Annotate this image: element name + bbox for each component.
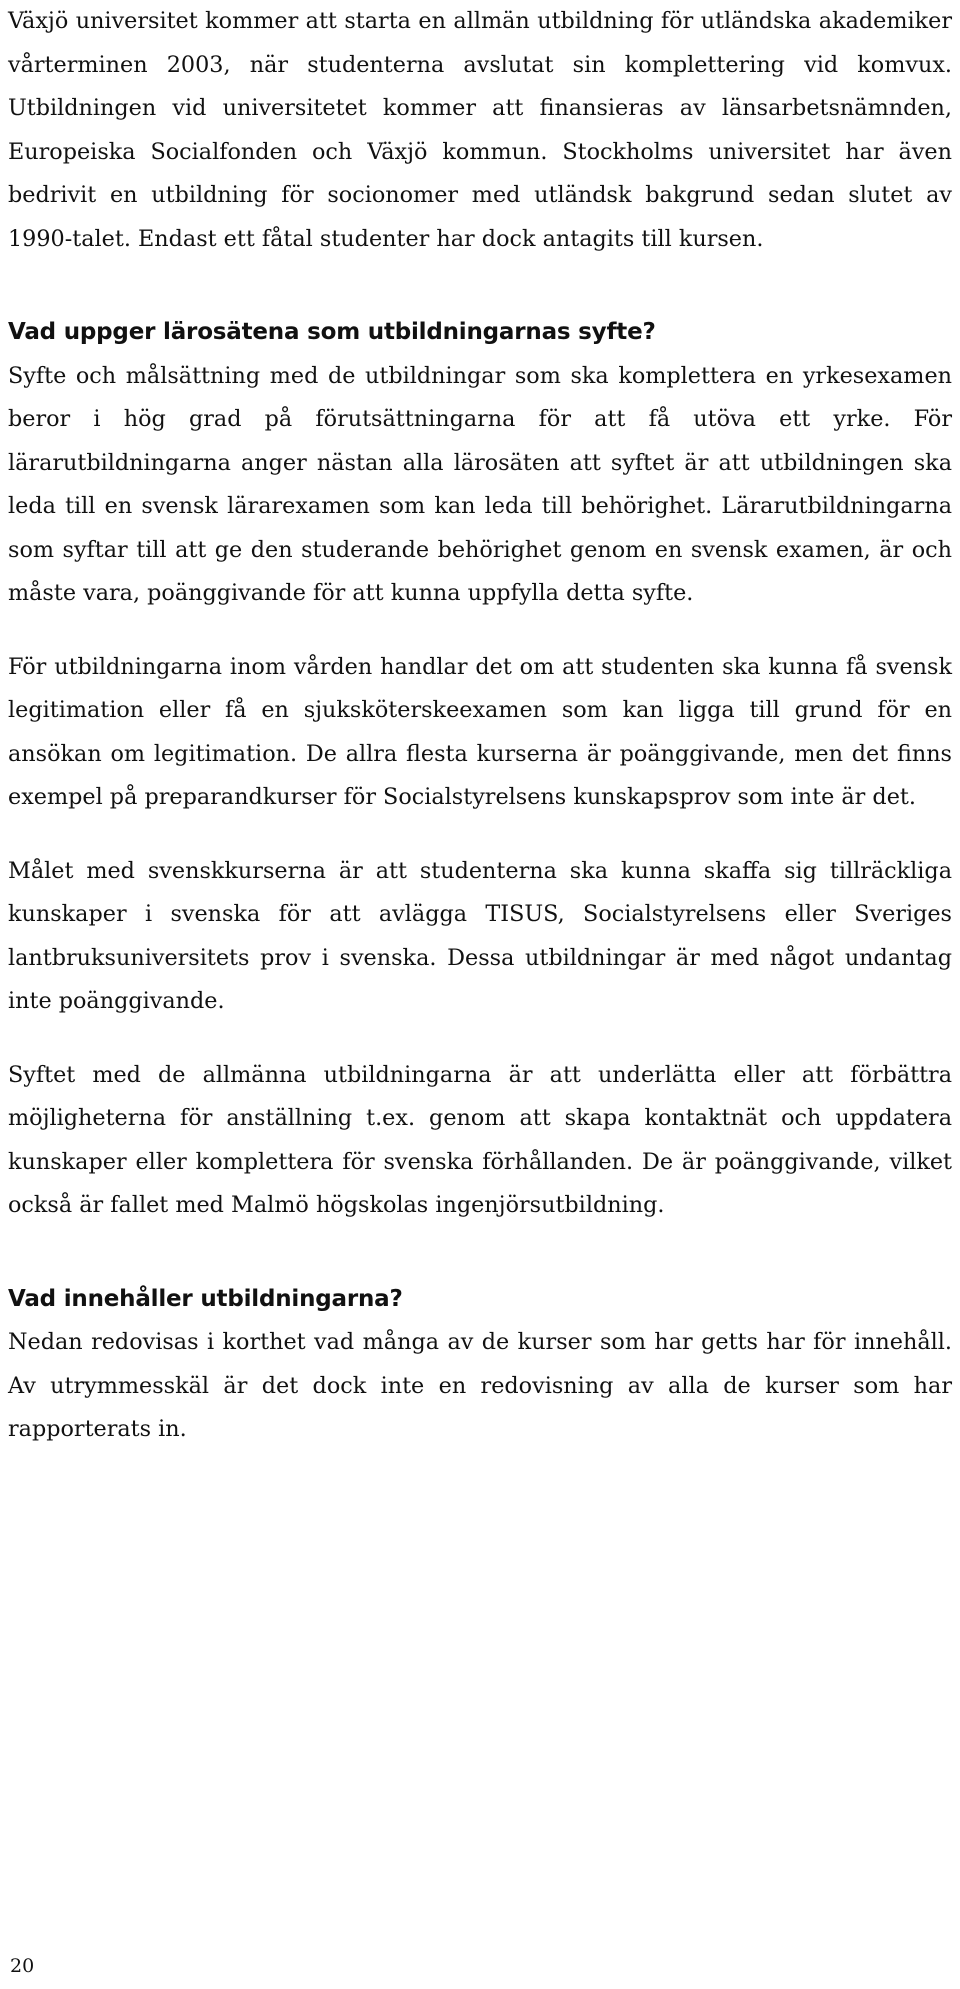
section-heading-purpose: Vad uppger lärosätena som utbildningarnas syfte?	[8, 319, 656, 345]
paragraph-healthcare: För utbildningarna inom vården handlar det om att studenten ska kunna få svensk legitimation eller få en sjuksköterskeexamen som kan ligga till grund för en ansökan om legitimation. De allra flesta kurserna är poänggivande, men det finns exempel på preparandkurser för Socialstyrelsens kunskapsprov som inte är det.	[8, 653, 952, 810]
document-page	[8, 0, 952, 1452]
paragraph-general-programmes: Syftet med de allmänna utbildningarna är att underlätta eller att förbättra möjligheterna för anställning t.ex. genom att skapa kontaktnät och uppdatera kunskaper eller komplettera för svenska förhållanden. De är poänggivande, vilket också är fallet med Malmö högskolas ingenjörsutbildning.	[8, 1061, 952, 1218]
page-number: 20	[10, 1955, 35, 1977]
paragraph-content-summary: Nedan redovisas i korthet vad många av de kurser som har getts har för innehåll. Av utrymmesskäl är det dock inte en redovisning av alla de kurser som har rapporterats in.	[8, 1329, 952, 1442]
paragraph-swedish-courses: Målet med svenskkurserna är att studenterna ska kunna skaffa sig tillräckliga kunskaper i svenska för att avlägga TISUS, Socialstyrelsens eller Sveriges lantbruksuniversitets prov i svenska. Dessa utbildningar är med något undantag inte poänggivande.	[8, 857, 952, 1014]
section-heading-content: Vad innehåller utbildningarna?	[8, 1285, 403, 1312]
paragraph-vaxjo-programme: Växjö universitet kommer att starta en allmän utbildning för utländska akademiker vårterminen 2003, när studenterna avslutat sin komplettering vid komvux. Utbildningen vid universitetet kommer att finansieras av länsarbetsnämnden, Europeiska Socialfonden och Växjö kommun. Stockholms universitet har även bedrivit en utbildning för socionomer med utländsk bakgrund sedan slutet av 1990-talet. Endast ett fåtal studenter har dock antagits till kursen.	[8, 8, 952, 252]
paragraph-purpose-teachers: Syfte och målsättning med de utbildningar som ska komplettera en yrkesexamen beror i hög grad på förutsättningarna för att få utöva ett yrke. För lärarutbildningarna anger nästan alla lärosäten att syftet är att utbildningen ska leda till en svensk lärarexamen som kan leda till behörighet. Lärarutbildningarna som syftar till att ge den studerande behörighet genom en svensk examen, är och måste vara, poänggivande för att kunna uppfylla detta syfte.	[8, 362, 952, 606]
